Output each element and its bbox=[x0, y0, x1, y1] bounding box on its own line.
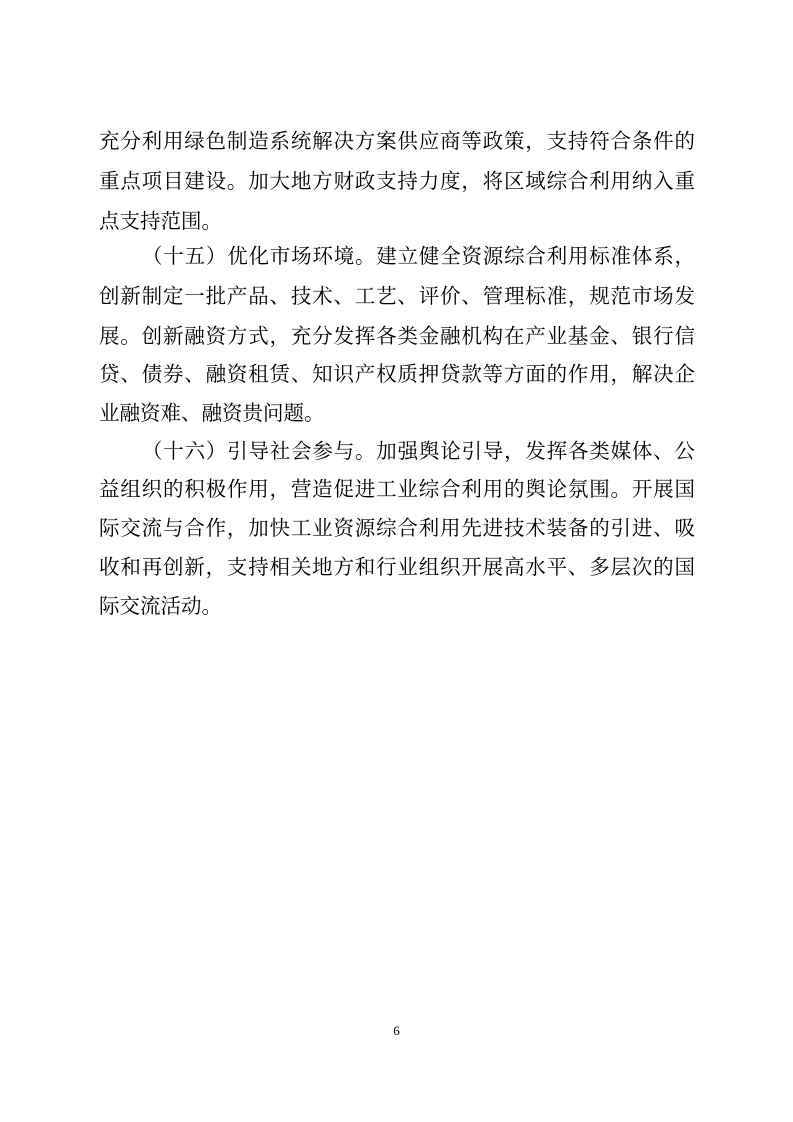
paragraph-2-line-4: 贷、债券、融资租赁、知识产权质押贷款等方面的作用，解决企 bbox=[99, 362, 695, 386]
paragraph-1-line-2: 重点项目建设。加大地方财政支持力度，将区域综合利用纳入重 bbox=[99, 169, 695, 193]
paragraph-3-line-5: 际交流活动。 bbox=[99, 594, 222, 618]
paragraph-3-line-1: （十六）引导社会参与。加强舆论引导，发挥各类媒体、公 bbox=[142, 439, 695, 463]
paragraph-1-line-1: 充分利用绿色制造系统解决方案供应商等政策，支持符合条件的 bbox=[99, 129, 695, 153]
paragraph-3-line-2: 益组织的积极作用，营造促进工业综合利用的舆论氛围。开展国 bbox=[99, 477, 695, 501]
paragraph-2-line-5: 业融资难、融资贵问题。 bbox=[99, 401, 325, 425]
paragraph-3-line-4: 收和再创新，支持相关地方和行业组织开展高水平、多层次的国 bbox=[99, 555, 695, 579]
paragraph-2-line-3: 展。创新融资方式，充分发挥各类金融机构在产业基金、银行信 bbox=[99, 324, 695, 348]
paragraph-1-line-3: 点支持范围。 bbox=[99, 209, 222, 233]
paragraph-2-line-2: 创新制定一批产品、技术、工艺、评价、管理标准，规范市场发 bbox=[99, 284, 695, 308]
page-number: 6 bbox=[393, 1023, 400, 1038]
paragraph-2-line-1: （十五）优化市场环境。建立健全资源综合利用标准体系， bbox=[142, 244, 695, 268]
paragraph-3-line-3: 际交流与合作，加快工业资源综合利用先进技术装备的引进、吸 bbox=[99, 516, 695, 540]
